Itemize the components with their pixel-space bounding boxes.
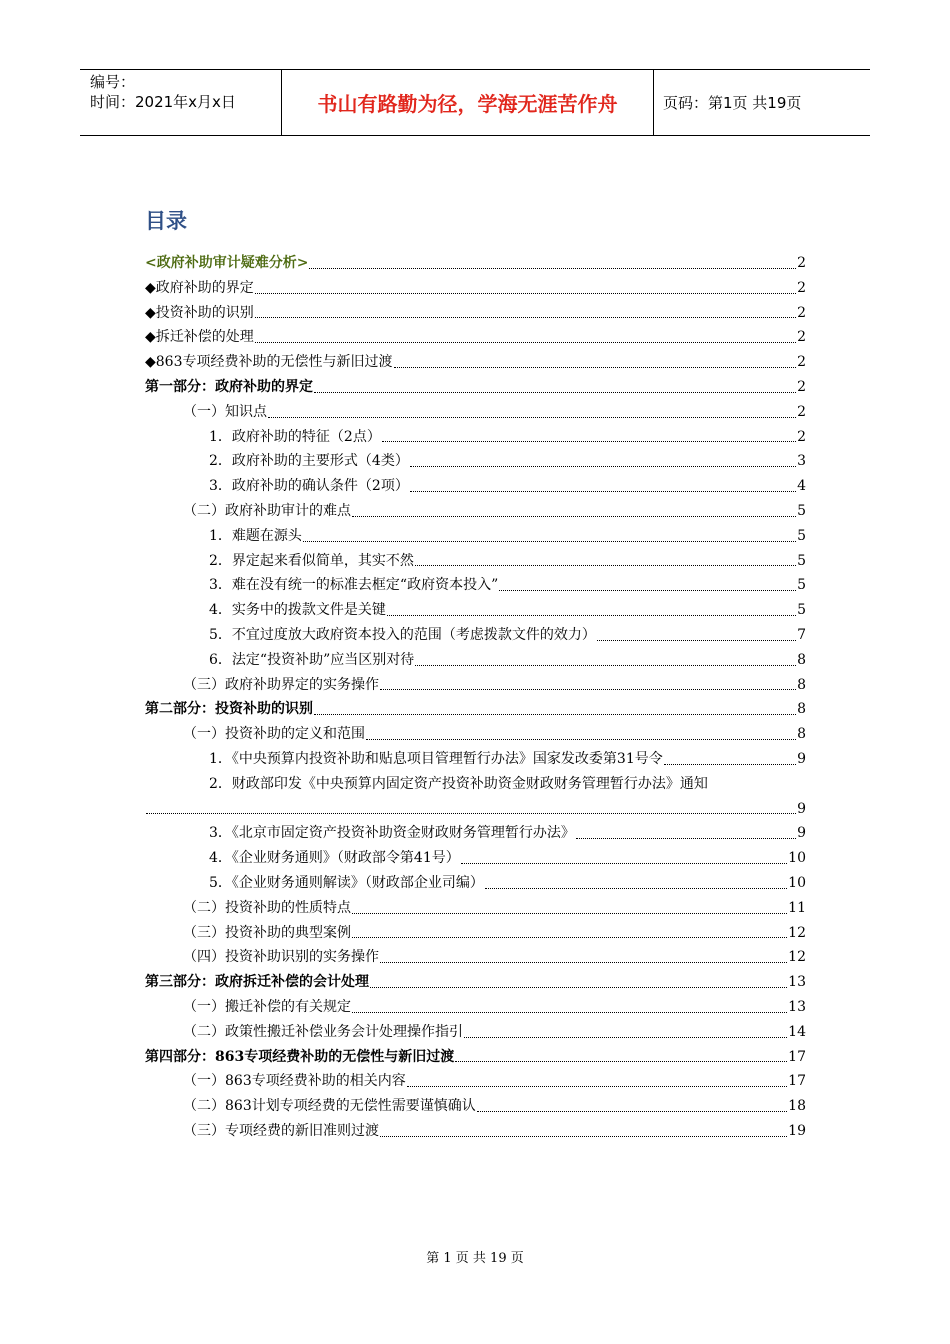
toc-entry[interactable] (145, 1069, 806, 1094)
toc-entry[interactable] (145, 995, 806, 1020)
toc-leader (415, 565, 796, 566)
header-meta-cell (80, 70, 282, 135)
toc-leader (461, 863, 787, 864)
toc-entry-text: 1．政府补助的特征（2点） (209, 428, 381, 445)
toc-entry-page: 2 (797, 378, 806, 395)
toc-entry[interactable] (145, 722, 806, 747)
toc-entry-text: 5．《企业财务通则解读》（财政部企业司编） (209, 874, 484, 891)
document-number-label: 编号： (90, 73, 136, 91)
toc-entry-text: 1．难题在源头 (209, 527, 302, 544)
toc-entry-text: （二）政府补助审计的难点 (183, 502, 351, 519)
toc-entry-page: 2 (797, 304, 806, 321)
toc-entry-page: 12 (788, 949, 806, 966)
toc-entry-text: ◆政府补助的界定 (145, 279, 254, 296)
toc-entry-page: 5 (797, 527, 806, 544)
toc-entry[interactable] (145, 697, 806, 722)
toc-leader (485, 888, 787, 889)
toc-entry-text: 3．政府补助的确认条件（2项） (209, 478, 409, 495)
toc-entry[interactable] (145, 325, 806, 350)
toc-entry[interactable] (145, 846, 806, 871)
toc-entry-text: 4．实务中的拨款文件是关键 (209, 602, 386, 619)
toc-entry-page: 9 (797, 750, 806, 767)
toc-entry-text: （一）投资补助的定义和范围 (183, 726, 365, 743)
toc-entry-page: 2 (797, 255, 806, 271)
toc-leader (352, 913, 787, 914)
toc-entry-page: 14 (788, 1023, 806, 1040)
toc-entry-text: 6．法定“投资补助”应当区别对待 (209, 651, 415, 668)
toc-entry-page: 13 (788, 974, 806, 991)
toc-entry-text: （四）投资补助识别的实务操作 (183, 949, 379, 966)
toc-entry-page: 8 (797, 651, 806, 668)
toc-entry[interactable] (145, 549, 806, 574)
toc-leader (255, 317, 796, 318)
toc-leader (352, 1012, 787, 1013)
toc-entry[interactable] (145, 425, 806, 450)
toc-leader (255, 293, 796, 294)
toc-leader (464, 1037, 787, 1038)
toc-entry-text: 2．界定起来看似简单，其实不然 (209, 552, 414, 569)
toc-leader (309, 268, 796, 269)
toc-entry-text: 第四部分：863专项经费补助的无偿性与新旧过渡 (145, 1048, 455, 1065)
toc-leader (407, 1086, 787, 1087)
toc-entry-text: （二）投资补助的性质特点 (183, 899, 351, 916)
toc-entry-page: 2 (797, 403, 806, 420)
toc-entry-page: 5 (797, 602, 806, 619)
toc-entry[interactable] (145, 350, 806, 375)
toc-leader (455, 1061, 787, 1062)
toc-entry-text: 第三部分：政府拆迁补偿的会计处理 (145, 974, 369, 991)
toc-entry-text: （一）知识点 (183, 403, 267, 420)
toc-entry-page: 8 (797, 726, 806, 743)
toc-entry-text: （三）政府补助界定的实务操作 (183, 676, 379, 693)
toc-entry-text: （三）专项经费的新旧准则过渡 (183, 1122, 379, 1139)
toc-leader (314, 392, 796, 393)
toc-entry[interactable] (145, 1020, 806, 1045)
toc-entry[interactable] (145, 474, 806, 499)
toc-entry-text: （一）搬迁补偿的有关规定 (183, 998, 351, 1015)
toc-entry[interactable] (145, 400, 806, 425)
toc-entry-text: （一）863专项经费补助的相关内容 (183, 1073, 406, 1090)
toc-entry[interactable] (145, 1045, 806, 1070)
toc-entry-text: ◆拆迁补偿的处理 (145, 329, 254, 346)
toc-leader (255, 342, 796, 343)
toc-entry-text: ◆投资补助的识别 (145, 304, 254, 321)
toc-entry-page: 4 (797, 478, 806, 495)
toc-leader (477, 1111, 787, 1112)
toc-entry-text: （二）政策性搬迁补偿业务会计处理操作指引 (183, 1023, 463, 1040)
toc-entry-page: 10 (788, 874, 806, 891)
toc-entry[interactable] (145, 921, 806, 946)
toc-leader (415, 665, 796, 666)
toc-entry-page: 17 (788, 1048, 806, 1065)
toc-entry-page: 2 (797, 428, 806, 445)
toc-leader (394, 367, 797, 368)
header-page-number: 页码：第1页 共19页 (663, 94, 802, 112)
toc-leader (366, 739, 796, 740)
toc-entry-text: 2．政府补助的主要形式（4类） (209, 453, 409, 470)
toc-leader (410, 466, 796, 467)
toc-entry-text: （三）投资补助的典型案例 (183, 924, 351, 941)
toc-entry[interactable] (145, 449, 806, 474)
toc-entry-page: 8 (797, 676, 806, 693)
toc-entry-page: 12 (788, 924, 806, 941)
toc-leader (268, 417, 796, 418)
toc-entry-page: 3 (797, 453, 806, 470)
toc-leader (370, 987, 787, 988)
toc-leader (382, 441, 796, 442)
toc-entry[interactable] (145, 301, 806, 326)
toc-entry-text: <政府补助审计疑难分析> (145, 255, 309, 271)
toc-entry-page: 2 (797, 329, 806, 346)
toc-leader (352, 937, 787, 938)
toc-entry[interactable] (145, 524, 806, 549)
table-of-contents (145, 251, 806, 1144)
toc-entry[interactable] (145, 673, 806, 698)
toc-leader (303, 541, 796, 542)
toc-entry-text: 3．《北京市固定资产投资补助资金财政财务管理暂行办法》 (209, 825, 575, 842)
toc-entry[interactable] (145, 375, 806, 400)
toc-entry[interactable] (145, 573, 806, 598)
toc-entry-text: 第二部分：投资补助的识别 (145, 701, 313, 718)
toc-leader (499, 590, 796, 591)
toc-entry-page: 10 (788, 850, 806, 867)
toc-leader (664, 764, 796, 765)
toc-entry-text: 5．不宜过度放大政府资本投入的范围（考虑拨款文件的效力） (209, 626, 596, 643)
toc-title: 目录 (145, 209, 187, 233)
toc-leader (380, 1136, 787, 1137)
toc-entry-page: 19 (788, 1122, 806, 1139)
toc-leader (387, 615, 796, 616)
toc-leader (380, 689, 796, 690)
toc-entry-text: 第一部分：政府补助的界定 (145, 378, 313, 395)
toc-entry-page: 11 (788, 899, 806, 916)
toc-entry[interactable] (145, 747, 806, 772)
header-motto: 书山有路勤为径，学海无涯苦作舟 (282, 70, 654, 135)
toc-entry-text: 4．《企业财务通则》（财政部令第41号） (209, 850, 460, 867)
toc-entry[interactable] (145, 1094, 806, 1119)
toc-entry-page: 5 (797, 552, 806, 569)
toc-leader (380, 962, 787, 963)
toc-leader (410, 491, 796, 492)
toc-entry-page: 9 (797, 800, 806, 817)
toc-entry-page: 5 (797, 577, 806, 594)
toc-entry-text: 2．财政部印发《中央预算内固定资产投资补助资金财政财务管理暂行办法》通知 (209, 775, 708, 792)
toc-entry-page: 13 (788, 998, 806, 1015)
toc-entry[interactable] (145, 648, 806, 673)
toc-entry[interactable] (145, 896, 806, 921)
toc-leader (597, 640, 796, 641)
toc-entry-page: 2 (797, 279, 806, 296)
toc-entry-text: 1．《中央预算内投资补助和贴息项目管理暂行办法》国家发改委第31号令 (209, 750, 663, 767)
toc-entry[interactable] (145, 276, 806, 301)
toc-entry[interactable] (145, 821, 806, 846)
toc-entry[interactable] (145, 623, 806, 648)
toc-entry-page: 2 (797, 354, 806, 371)
toc-entry-page: 9 (797, 825, 806, 842)
toc-entry-continuation[interactable] (145, 797, 806, 822)
toc-entry-text: 3．难在没有统一的标准去框定“政府资本投入” (209, 577, 499, 594)
toc-entry[interactable] (145, 1119, 806, 1144)
toc-entry[interactable] (145, 598, 806, 623)
toc-leader (576, 838, 796, 839)
toc-entry[interactable] (145, 945, 806, 970)
document-header (80, 69, 870, 136)
toc-entry[interactable] (145, 871, 806, 896)
toc-leader (146, 813, 796, 814)
toc-entry-page: 18 (788, 1098, 806, 1115)
toc-entry-page: 7 (797, 626, 806, 643)
toc-entry[interactable] (145, 499, 806, 524)
toc-entry[interactable] (145, 970, 806, 995)
toc-entry[interactable] (145, 251, 806, 276)
toc-entry-text: ◆863专项经费补助的无偿性与新旧过渡 (145, 354, 393, 371)
toc-entry-page: 8 (797, 701, 806, 718)
toc-entry-text: （二）863计划专项经费的无偿性需要谨慎确认 (183, 1098, 476, 1115)
toc-leader (352, 516, 796, 517)
toc-entry-page: 17 (788, 1073, 806, 1090)
page-footer: 第 1 页 共 19 页 (426, 1251, 524, 1266)
document-date-label: 时间：2021年x月x日 (90, 93, 236, 111)
toc-entry-page: 5 (797, 502, 806, 519)
toc-entry[interactable] (145, 772, 806, 797)
toc-leader (314, 714, 796, 715)
